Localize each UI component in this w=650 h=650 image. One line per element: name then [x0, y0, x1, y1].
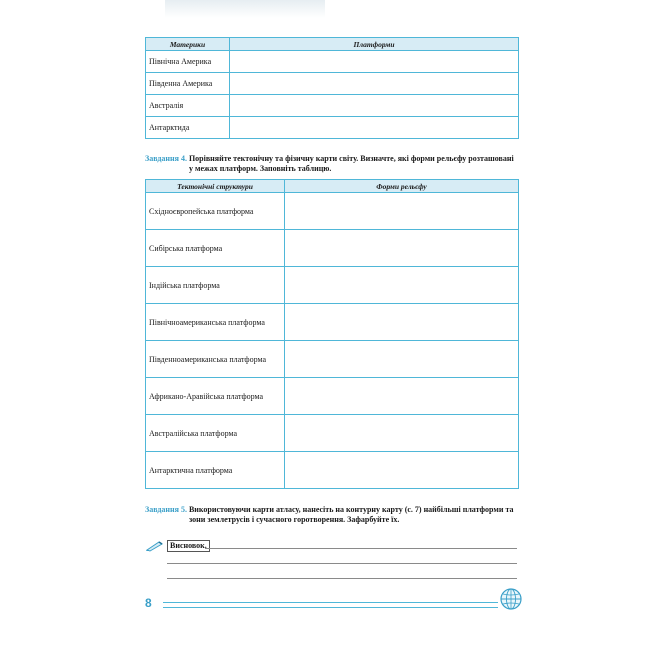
page-top-shadow	[165, 0, 325, 18]
table-row	[146, 415, 519, 452]
column-header-tectonic-structures: Тектонічні структури	[146, 180, 285, 193]
task-4-text-line2: у межах платформ. Заповніть таблицю.	[189, 164, 332, 173]
row-label: Південноамериканська платформа	[146, 341, 285, 378]
task-4	[145, 154, 523, 174]
table-row	[146, 452, 519, 489]
row-label: Східноєвропейська платформа	[146, 193, 285, 230]
row-label: Сибірська платформа	[146, 230, 285, 267]
answer-cell[interactable]	[285, 378, 519, 415]
column-header-platforms: Платформи	[230, 38, 519, 51]
task-5-text-line2: зони землетрусів і сучасного горотворення. Зафарбуйте їх.	[189, 515, 400, 524]
footer-divider	[163, 602, 498, 608]
column-header-continents: Материки	[146, 38, 230, 51]
table-header-row	[146, 180, 519, 193]
conclusion-section	[145, 538, 523, 588]
row-label-australia: Австралія	[146, 95, 230, 117]
row-label-antarctica: Антарктида	[146, 117, 230, 139]
page-number: 8	[145, 596, 152, 610]
table-row	[146, 230, 519, 267]
row-label-south-america: Південна Америка	[146, 73, 230, 95]
answer-cell[interactable]	[285, 267, 519, 304]
answer-line[interactable]	[167, 563, 517, 564]
table-row	[146, 304, 519, 341]
answer-line[interactable]	[205, 548, 517, 549]
answer-cell[interactable]	[230, 73, 519, 95]
table-row	[146, 341, 519, 378]
conclusion-label: Висновок.	[167, 540, 210, 552]
row-label: Індійська платформа	[146, 267, 285, 304]
answer-cell[interactable]	[285, 193, 519, 230]
answer-cell[interactable]	[230, 51, 519, 73]
table-row	[146, 378, 519, 415]
answer-cell[interactable]	[285, 304, 519, 341]
task-4-text-line1: Порівняйте тектонічну та фізичну карти світу. Визначте, які форми рельєфу розташовані	[188, 154, 514, 163]
row-label: Африкано-Аравійська платформа	[146, 378, 285, 415]
answer-cell[interactable]	[285, 415, 519, 452]
task-4-label: Завдання 4.	[145, 154, 187, 163]
table-row	[146, 193, 519, 230]
answer-cell[interactable]	[285, 230, 519, 267]
task-5-text-line1: Використовуючи карти атласу, нанесіть на контурну карту (с. 7) найбільші платформи та	[188, 505, 514, 514]
answer-cell[interactable]	[230, 95, 519, 117]
pen-icon	[145, 540, 167, 552]
table-row	[146, 95, 519, 117]
answer-cell[interactable]	[230, 117, 519, 139]
table-header-row	[146, 38, 519, 51]
tectonic-landforms-table	[145, 179, 519, 489]
answer-cell[interactable]	[285, 452, 519, 489]
table-row	[146, 51, 519, 73]
column-header-landforms: Форми рельєфу	[285, 180, 519, 193]
row-label: Австралійська платформа	[146, 415, 285, 452]
table-row	[146, 73, 519, 95]
answer-cell[interactable]	[285, 341, 519, 378]
answer-line[interactable]	[167, 578, 517, 579]
globe-icon	[499, 587, 523, 611]
table-row	[146, 267, 519, 304]
row-label-north-america: Північна Америка	[146, 51, 230, 73]
task-5-label: Завдання 5.	[145, 505, 187, 514]
row-label: Північноамериканська платформа	[146, 304, 285, 341]
task-5	[145, 505, 523, 525]
row-label: Антарктична платформа	[146, 452, 285, 489]
continents-platforms-table	[145, 37, 519, 139]
table-row	[146, 117, 519, 139]
